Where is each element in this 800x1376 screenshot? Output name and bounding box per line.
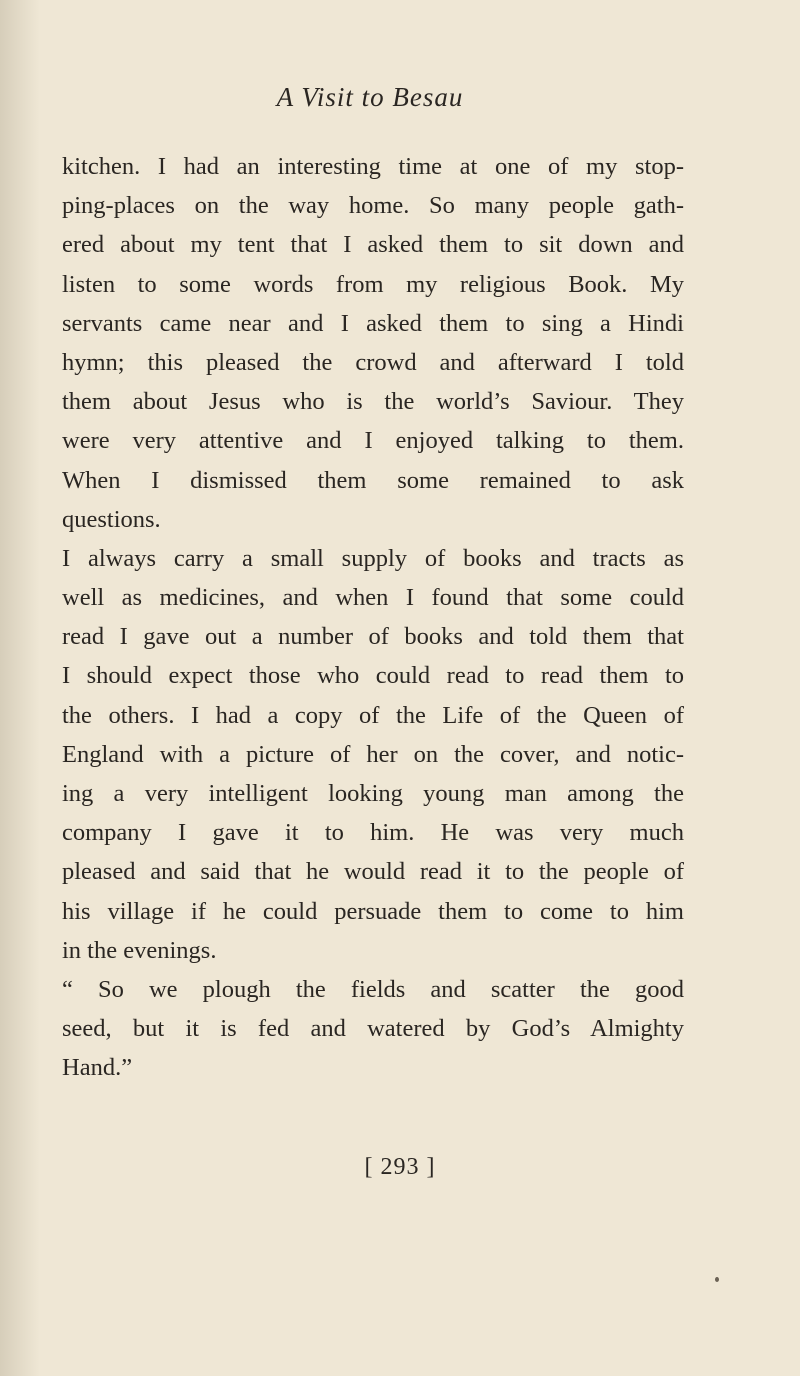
text-line: questions. <box>62 505 161 533</box>
text-line: ping-places on the way home. So many people gath- <box>62 192 684 220</box>
text-line: kitchen. I had an interesting time at one of my stop- <box>62 153 684 180</box>
body-text <box>62 147 684 1088</box>
text-line: hymn; this pleased the crowd and afterward I told <box>62 348 684 376</box>
text-line: read I gave out a number of books and told them that <box>62 623 684 651</box>
text-line: seed, but it is fed and watered by God’s Almighty <box>62 1015 684 1043</box>
text-line: I always carry a small supply of books and tracts as <box>62 544 684 572</box>
text-line: well as medicines, and when I found that some could <box>62 584 684 612</box>
text-line: his village if he could persuade them to come to him <box>62 897 684 925</box>
text-line: ing a very intelligent looking young man among the <box>62 780 684 807</box>
text-line: pleased and said that he would read it to the people of <box>62 858 684 886</box>
text-line: ered about my tent that I asked them to sit down and <box>62 231 684 259</box>
paper-speck <box>715 1277 719 1282</box>
text-line: them about Jesus who is the world’s Saviour. They <box>62 388 684 416</box>
text-line: in the evenings. <box>62 936 217 964</box>
text-line: I should expect those who could read to read them to <box>62 662 684 690</box>
text-line: company I gave it to him. He was very much <box>62 819 684 847</box>
text-line: Hand.” <box>62 1054 133 1082</box>
text-line: listen to some words from my religious Book. My <box>62 270 684 298</box>
running-head-title: A Visit to Besau <box>276 82 464 112</box>
text-line: “ So we plough the fields and scatter the good <box>62 975 684 1003</box>
text-line: When I dismissed them some remained to ask <box>62 466 684 494</box>
text-line: were very attentive and I enjoyed talking to them. <box>62 427 684 455</box>
page-number: [ 293 ] <box>364 1154 436 1180</box>
text-line: the others. I had a copy of the Life of the Queen of <box>62 701 684 729</box>
text-line: servants came near and I asked them to sing a Hindi <box>62 309 684 337</box>
text-line: England with a picture of her on the cover, and notic- <box>62 740 684 768</box>
